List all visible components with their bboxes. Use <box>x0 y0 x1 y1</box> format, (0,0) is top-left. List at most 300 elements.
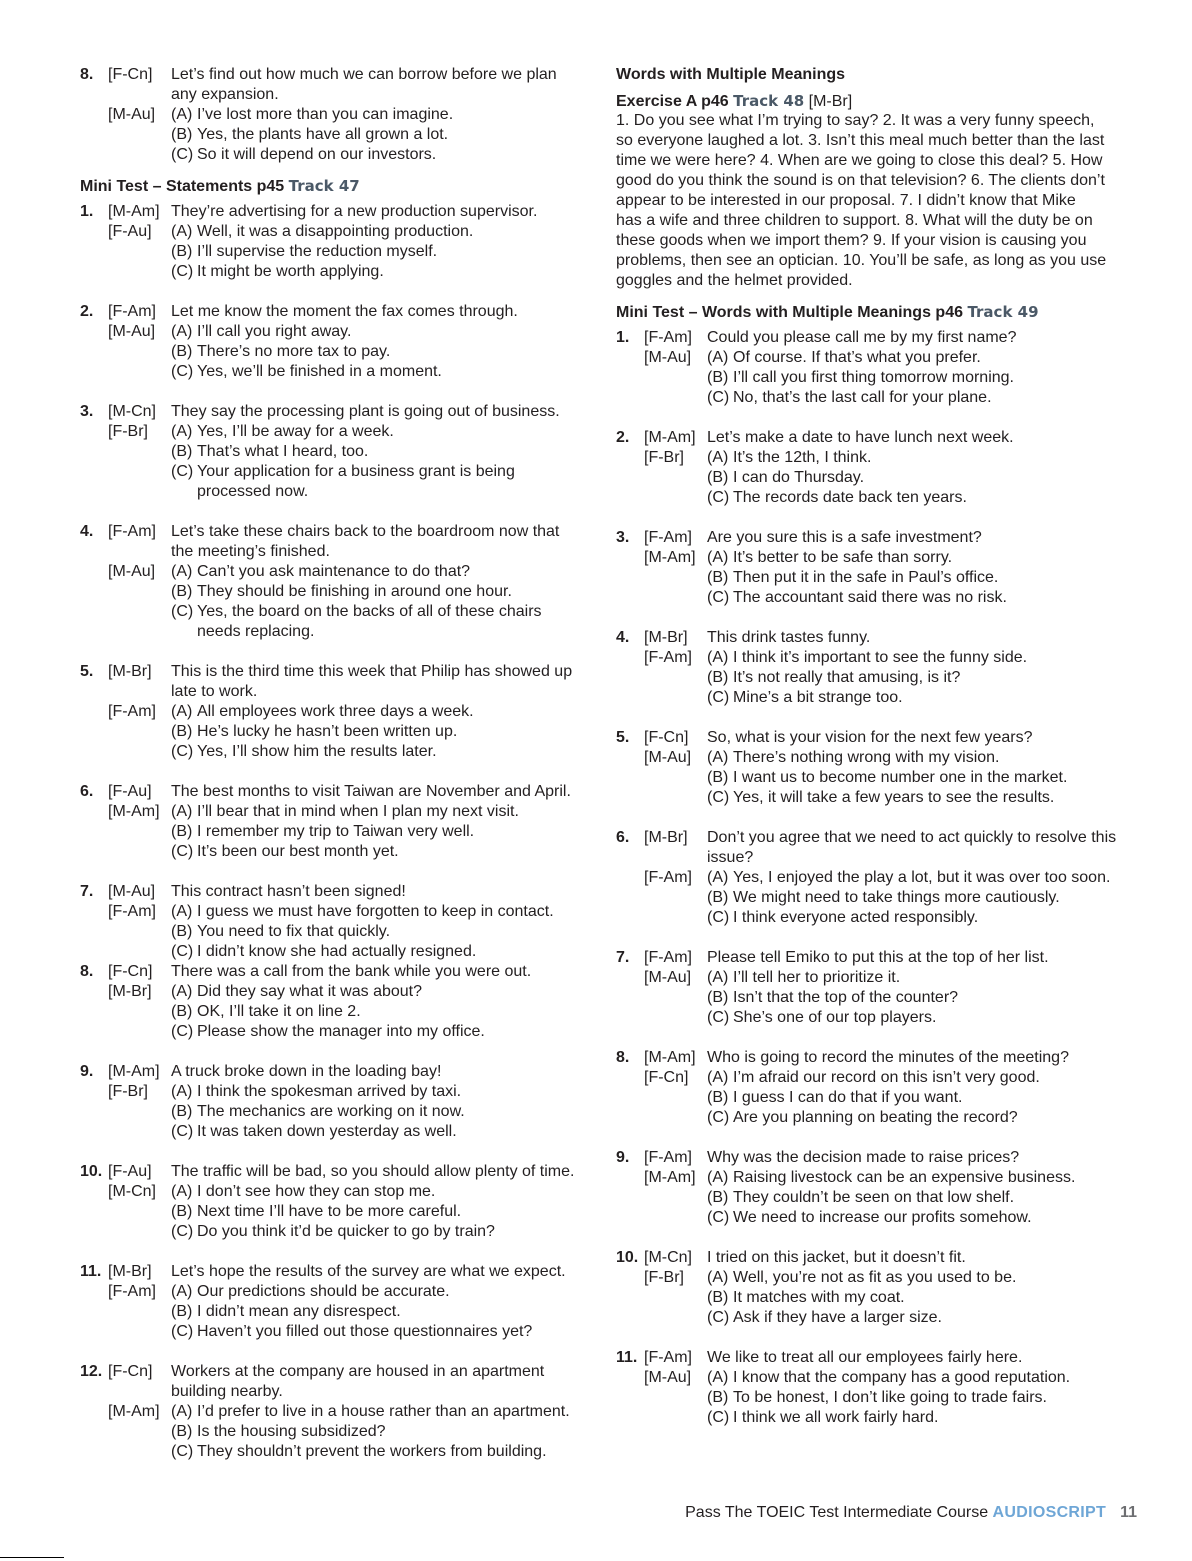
answer-option <box>707 448 871 468</box>
option-text: All employees work three days a week. <box>197 703 474 720</box>
option-label: (C) <box>707 1009 730 1026</box>
dialogue-item <box>80 962 600 1042</box>
question-speaker: [F-Cn] <box>108 1363 153 1380</box>
section-title: Mini Test – Words with Multiple Meanings p46 <box>616 304 963 321</box>
option-text: Did they say what it was about? <box>197 983 423 1000</box>
right-column <box>616 65 1166 1428</box>
option-text: Ask if they have a larger size. <box>733 1309 942 1326</box>
question-line <box>616 528 1166 548</box>
response-speaker: [F-Am] <box>644 869 692 886</box>
number-gap <box>616 1388 644 1408</box>
question-line <box>80 1162 600 1182</box>
number-gap <box>80 1282 108 1302</box>
option-label: (C) <box>707 689 730 706</box>
question-line <box>80 782 600 802</box>
option-label: (B) <box>171 1003 193 1020</box>
option-label: (A) <box>171 323 193 340</box>
response-speaker: [F-Am] <box>108 703 156 720</box>
number-gap <box>80 462 108 482</box>
number-gap <box>616 1308 644 1328</box>
option-label: (B) <box>707 889 729 906</box>
answer-option <box>171 442 368 462</box>
answer-option <box>171 1322 532 1342</box>
speaker-gap <box>644 788 707 808</box>
question-text: This drink tastes funny. <box>707 629 871 646</box>
speaker-gap <box>108 942 171 962</box>
response-line <box>80 342 600 362</box>
item-number: 7. <box>80 883 94 900</box>
option-label: (B) <box>707 769 729 786</box>
option-text: So it will depend on our investors. <box>197 146 437 163</box>
item-number: 6. <box>80 783 94 800</box>
page-footer <box>685 1503 1137 1523</box>
script-line: appear to be interested in our proposal. 7. I didn’t know that Mike <box>616 192 1076 209</box>
response-speaker: [M-Au] <box>108 323 156 340</box>
question-text: This contract hasn’t been signed! <box>171 883 406 900</box>
answer-option <box>171 1422 386 1442</box>
answer-option <box>171 462 515 482</box>
question-text: Don’t you agree that we need to act quickly to resolve this <box>707 829 1117 846</box>
item-number: 3. <box>616 529 630 546</box>
speaker-gap <box>108 362 171 382</box>
question-text: Workers at the company are housed in an apartment <box>171 1363 545 1380</box>
answer-option <box>707 788 1054 808</box>
option-label: (C) <box>171 743 194 760</box>
speaker-gap <box>644 988 707 1008</box>
question-speaker: [F-Am] <box>108 523 156 540</box>
question-line <box>80 1062 600 1082</box>
response-line <box>616 1388 1166 1408</box>
option-label: (C) <box>171 146 194 163</box>
response-speaker: [M-Am] <box>644 1169 696 1186</box>
dialogue-item <box>80 882 600 962</box>
option-label: (B) <box>707 569 729 586</box>
number-gap <box>616 1368 644 1388</box>
answer-option <box>707 588 1007 608</box>
response-speaker: [M-Au] <box>644 349 692 366</box>
response-speaker: [F-Am] <box>108 903 156 920</box>
answer-option <box>171 322 351 342</box>
option-text: There’s nothing wrong with my vision. <box>733 749 1000 766</box>
answer-option <box>707 1408 938 1428</box>
option-label: (C) <box>171 603 194 620</box>
answer-option <box>171 842 399 862</box>
question-text: issue? <box>707 849 754 866</box>
question-line <box>616 1148 1166 1168</box>
answer-option <box>171 1442 547 1462</box>
option-label: (B) <box>707 669 729 686</box>
option-label: (C) <box>171 363 194 380</box>
question-speaker: [F-Am] <box>108 303 156 320</box>
question-speaker: [F-Am] <box>644 949 692 966</box>
option-text: We might need to take things more cautiously. <box>733 889 1060 906</box>
option-label: (B) <box>707 469 729 486</box>
number-gap <box>616 388 644 408</box>
option-text: She’s one of our top players. <box>733 1009 937 1026</box>
option-label: (C) <box>171 1023 194 1040</box>
response-line <box>616 888 1166 908</box>
dialogue-item <box>616 328 1166 408</box>
speaker-gap <box>108 722 171 742</box>
option-label: (A) <box>707 549 729 566</box>
answer-option <box>171 822 474 842</box>
option-label: (C) <box>707 589 730 606</box>
script-line: goggles and the helmet provided. <box>616 272 853 289</box>
question-text: Let me know the moment the fax comes through. <box>171 303 518 320</box>
dialogue-item <box>80 1062 600 1142</box>
answer-option <box>171 362 442 382</box>
response-line <box>616 1168 1166 1188</box>
answer-option <box>171 222 473 242</box>
dialogue-item <box>80 782 600 862</box>
speaker-gap <box>108 822 171 842</box>
question-line <box>616 848 1166 868</box>
option-text: I guess I can do that if you want. <box>733 1089 963 1106</box>
option-label: (B) <box>171 583 193 600</box>
script-line: these goods when we import them? 9. If your vision is causing you <box>616 232 1087 249</box>
response-line <box>616 988 1166 1008</box>
question-text: Let’s hope the results of the survey are what we expect. <box>171 1263 566 1280</box>
response-line <box>80 902 600 922</box>
option-text: Then put it in the safe in Paul’s office. <box>733 569 999 586</box>
response-line <box>80 422 600 442</box>
question-speaker: [M-Am] <box>644 1049 696 1066</box>
option-text: It might be worth applying. <box>197 263 384 280</box>
option-text: processed now. <box>197 483 309 500</box>
exercise-speaker: [M-Br] <box>808 93 853 110</box>
option-label: (A) <box>171 903 193 920</box>
question-line <box>80 882 600 902</box>
question-line <box>80 65 600 85</box>
speaker-gap <box>108 1382 171 1402</box>
answer-option <box>171 262 384 282</box>
question-speaker: [M-Br] <box>108 663 152 680</box>
number-gap <box>80 682 108 702</box>
option-text: Yes, I’ll be away for a week. <box>197 423 394 440</box>
question-line <box>616 428 1166 448</box>
question-speaker: [M-Am] <box>108 203 160 220</box>
speaker-gap <box>108 1422 171 1442</box>
speaker-gap <box>108 1222 171 1242</box>
option-label: (C) <box>707 789 730 806</box>
option-label: (A) <box>171 563 193 580</box>
option-label: (C) <box>171 843 194 860</box>
option-text: needs replacing. <box>197 623 315 640</box>
question-line <box>616 828 1166 848</box>
exercise-title: Exercise A p46 <box>616 93 729 110</box>
number-gap <box>80 362 108 382</box>
question-text: building nearby. <box>171 1383 283 1400</box>
speaker-gap <box>108 1302 171 1322</box>
question-speaker: [F-Am] <box>644 329 692 346</box>
response-line <box>616 648 1166 668</box>
dialogue-item <box>80 662 600 762</box>
number-gap <box>616 1108 644 1128</box>
response-line <box>616 1208 1166 1228</box>
option-label: (C) <box>707 1309 730 1326</box>
answer-option <box>707 1208 1032 1228</box>
question-line <box>616 728 1166 748</box>
number-gap <box>80 222 108 242</box>
option-text: Of course. If that’s what you prefer. <box>733 349 981 366</box>
speaker-gap <box>644 1108 707 1128</box>
option-label: (A) <box>707 1169 729 1186</box>
answer-option <box>707 908 978 928</box>
question-text: Why was the decision made to raise prices? <box>707 1149 1020 1166</box>
option-text: I guess we must have forgotten to keep in contact. <box>197 903 554 920</box>
option-text: I know that the company has a good reputation. <box>733 1369 1071 1386</box>
number-gap <box>80 982 108 1002</box>
script-line: time we were here? 4. When are we going to close this deal? 5. How <box>616 152 1103 169</box>
speaker-gap <box>108 125 171 145</box>
speaker-gap <box>108 622 171 642</box>
number-gap <box>616 1008 644 1028</box>
question-line <box>80 402 600 422</box>
number-gap <box>80 542 108 562</box>
answer-option <box>171 1222 495 1242</box>
speaker-gap <box>644 568 707 588</box>
question-speaker: [F-Am] <box>644 1149 692 1166</box>
speaker-gap <box>108 1022 171 1042</box>
item-number: 8. <box>616 1049 630 1066</box>
number-gap <box>80 742 108 762</box>
number-gap <box>80 622 108 642</box>
dialogue-item <box>80 202 600 282</box>
option-text: I’ll call you first thing tomorrow morning. <box>733 369 1014 386</box>
response-line <box>616 1188 1166 1208</box>
response-line <box>80 1022 600 1042</box>
option-label: (C) <box>171 1323 194 1340</box>
number-gap <box>80 1182 108 1202</box>
response-line <box>80 1182 600 1202</box>
response-line <box>80 322 600 342</box>
number-gap <box>616 968 644 988</box>
option-text: I think it’s important to see the funny side. <box>733 649 1028 666</box>
response-line <box>80 602 600 622</box>
response-line <box>80 1102 600 1122</box>
option-label: (C) <box>171 1123 194 1140</box>
response-line <box>80 1422 600 1442</box>
speaker-gap <box>108 145 171 165</box>
response-line <box>616 348 1166 368</box>
option-label: (A) <box>171 1183 193 1200</box>
number-gap <box>80 722 108 742</box>
number-gap <box>80 145 108 165</box>
response-speaker: [M-Am] <box>108 1403 160 1420</box>
continued-items <box>80 65 600 165</box>
answer-option <box>707 748 1000 768</box>
number-gap <box>80 1202 108 1222</box>
number-gap <box>80 1322 108 1342</box>
dialogue-item <box>80 65 600 165</box>
response-line <box>80 982 600 1002</box>
response-line <box>616 968 1166 988</box>
item-number: 8. <box>80 963 94 980</box>
answer-option <box>171 422 394 442</box>
speaker-gap <box>108 1322 171 1342</box>
speaker-gap <box>108 1202 171 1222</box>
answer-option <box>707 488 967 508</box>
number-gap <box>616 888 644 908</box>
track-label: Track 47 <box>288 177 360 195</box>
response-line <box>616 748 1166 768</box>
track-label: Track 48 <box>733 92 805 110</box>
option-label: (A) <box>707 1269 729 1286</box>
question-text: Who is going to record the minutes of the meeting? <box>707 1049 1069 1066</box>
answer-option <box>707 1068 1040 1088</box>
speaker-gap <box>108 1122 171 1142</box>
option-text: Haven’t you filled out those questionnaires yet? <box>197 1323 533 1340</box>
speaker-gap <box>644 1388 707 1408</box>
number-gap <box>616 468 644 488</box>
number-gap <box>616 688 644 708</box>
option-text: I’d prefer to live in a house rather than an apartment. <box>197 1403 570 1420</box>
option-text: He’s lucky he hasn’t been written up. <box>197 723 458 740</box>
response-line <box>616 1108 1166 1128</box>
item-number: 7. <box>616 949 630 966</box>
number-gap <box>80 1102 108 1122</box>
option-label: (A) <box>707 869 729 886</box>
number-gap <box>616 488 644 508</box>
answer-option <box>171 702 474 722</box>
answer-option <box>171 742 437 762</box>
response-speaker: [M-Br] <box>108 983 152 1000</box>
option-label: (C) <box>171 263 194 280</box>
response-line <box>80 1402 600 1422</box>
number-gap <box>80 262 108 282</box>
option-text: I’ll supervise the reduction myself. <box>197 243 438 260</box>
question-text: The traffic will be bad, so you should allow plenty of time. <box>171 1163 575 1180</box>
option-label: (B) <box>171 1103 193 1120</box>
number-gap <box>80 85 108 105</box>
response-line <box>616 1288 1166 1308</box>
response-line <box>616 868 1166 888</box>
option-label: (B) <box>707 1389 729 1406</box>
number-gap <box>80 1022 108 1042</box>
number-gap <box>80 822 108 842</box>
speaker-gap <box>108 85 171 105</box>
left-column <box>80 65 600 1462</box>
number-gap <box>616 1168 644 1188</box>
answer-option <box>707 968 900 988</box>
answer-option <box>707 368 1014 388</box>
response-line <box>80 1322 600 1342</box>
response-line <box>616 448 1166 468</box>
question-speaker: [M-Cn] <box>108 403 156 420</box>
response-line <box>80 1442 600 1462</box>
option-label: (A) <box>707 1069 729 1086</box>
script-line: has a wife and three children to support. 8. What will the duty be on <box>616 212 1093 229</box>
speaker-gap <box>108 482 171 502</box>
option-label: (B) <box>171 1203 193 1220</box>
question-text: They’re advertising for a new production supervisor. <box>171 203 538 220</box>
script-line: 1. Do you see what I’m trying to say? 2. It was a very funny speech, <box>616 112 1095 129</box>
dialogue-item <box>80 522 600 642</box>
answer-option <box>171 1022 485 1042</box>
option-label: (A) <box>171 1083 193 1100</box>
number-gap <box>80 1082 108 1102</box>
answer-option <box>171 1302 401 1322</box>
number-gap <box>616 868 644 888</box>
response-speaker: [F-Am] <box>108 1283 156 1300</box>
number-gap <box>80 922 108 942</box>
question-speaker: [M-Au] <box>108 883 156 900</box>
question-line <box>616 328 1166 348</box>
speaker-gap <box>644 1308 707 1328</box>
question-speaker: [F-Cn] <box>108 963 153 980</box>
option-text: Can’t you ask maintenance to do that? <box>197 563 471 580</box>
number-gap <box>80 1402 108 1422</box>
number-gap <box>80 1382 108 1402</box>
answer-option <box>707 348 981 368</box>
option-label: (A) <box>707 449 729 466</box>
response-speaker: [M-Am] <box>644 549 696 566</box>
question-text: Let’s find out how much we can borrow before we plan <box>171 66 557 83</box>
question-line <box>80 302 600 322</box>
option-text: I want us to become number one in the market. <box>733 769 1068 786</box>
question-line <box>616 628 1166 648</box>
question-line <box>80 1382 600 1402</box>
speaker-gap <box>644 1408 707 1428</box>
response-speaker: [F-Cn] <box>644 1069 689 1086</box>
option-text: I think the spokesman arrived by taxi. <box>197 1083 462 1100</box>
option-label: (C) <box>707 1409 730 1426</box>
answer-option <box>171 242 437 262</box>
dialogue-item <box>616 948 1166 1028</box>
option-label: (B) <box>707 1089 729 1106</box>
number-gap <box>616 1208 644 1228</box>
answer-option <box>171 722 457 742</box>
script-line: so everyone laughed a lot. 3. Isn’t this meal much better than the last <box>616 132 1105 149</box>
answer-option <box>171 125 448 145</box>
option-label: (B) <box>171 923 193 940</box>
speaker-gap <box>108 602 171 622</box>
question-line <box>80 682 600 702</box>
answer-option <box>171 622 314 642</box>
question-line <box>616 1048 1166 1068</box>
option-text: Well, you’re not as fit as you used to be. <box>733 1269 1017 1286</box>
option-label: (A) <box>171 1403 193 1420</box>
answer-option <box>707 988 958 1008</box>
response-line <box>80 1202 600 1222</box>
response-line <box>80 362 600 382</box>
option-text: The accountant said there was no risk. <box>733 589 1007 606</box>
script-line: problems, then see an optician. 10. You’ll be safe, as long as you use <box>616 252 1107 269</box>
response-speaker: [M-Au] <box>108 106 156 123</box>
question-speaker: [M-Br] <box>644 629 688 646</box>
answer-option <box>171 922 390 942</box>
answer-option <box>171 145 436 165</box>
track-label: Track 49 <box>967 303 1039 321</box>
answer-option <box>171 1122 457 1142</box>
speaker-gap <box>644 768 707 788</box>
answer-option <box>707 1388 1047 1408</box>
speaker-gap <box>108 1102 171 1122</box>
response-speaker: [F-Au] <box>108 223 152 240</box>
unit-title: Words with Multiple Meanings <box>616 66 846 83</box>
option-text: It’s better to be safe than sorry. <box>733 549 953 566</box>
answer-option <box>707 648 1027 668</box>
option-label: (B) <box>171 1423 193 1440</box>
answer-option <box>707 668 960 688</box>
book-title: Pass The TOEIC Test Intermediate Course <box>685 1504 989 1521</box>
number-gap <box>616 908 644 928</box>
answer-option <box>171 482 308 502</box>
speaker-gap <box>644 1208 707 1228</box>
option-label: (C) <box>707 909 730 926</box>
question-line <box>80 662 600 682</box>
question-line <box>80 1262 600 1282</box>
